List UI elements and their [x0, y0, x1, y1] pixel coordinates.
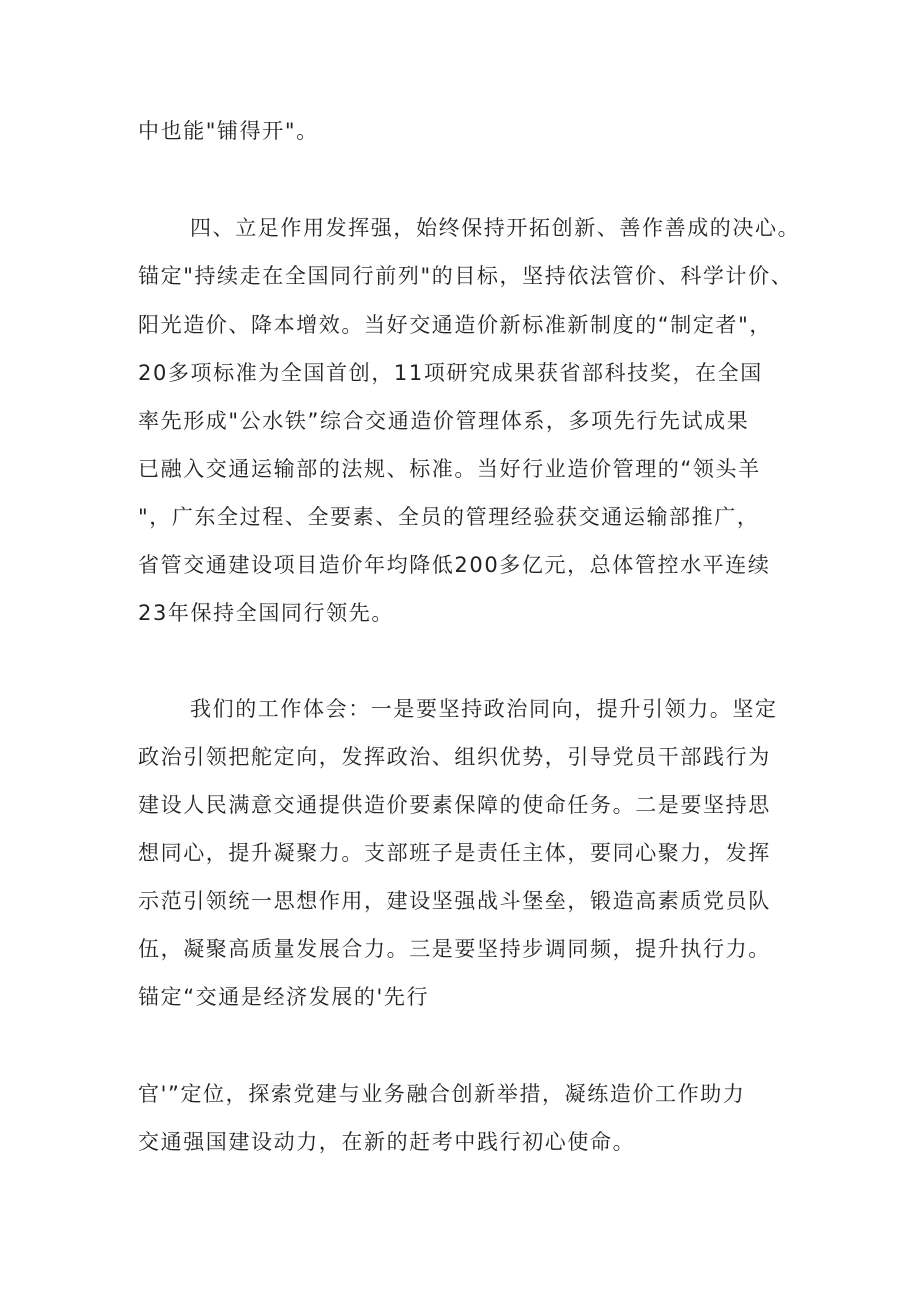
paragraph-line: 已融入交通运输部的法规、标准。当好行业造价管理的“领头羊 — [138, 457, 761, 481]
paragraph-line: 建设人民满意交通提供造价要素保障的使命任务。二是要坚持思 — [138, 793, 771, 817]
paragraph-line: 省管交通建设项目造价年均降低200多亿元，总体管控水平连续 — [138, 553, 771, 577]
paragraph-line: 中也能"铺得开"。 — [138, 119, 319, 143]
paragraph-line: 23年保持全国同行领先。 — [138, 601, 394, 625]
paragraph-line: 官'”定位，探索党建与业务融合创新举措，凝练造价工作助力 — [138, 1082, 746, 1106]
paragraph-line: 20多项标准为全国首创，11项研究成果获省部科技奖，在全国 — [138, 361, 763, 385]
paragraph-line: 我们的工作体会：一是要坚持政治同向，提升引领力。坚定 — [190, 697, 778, 721]
paragraph-line: 锚定"持续走在全国同行前列"的目标，坚持依法管价、科学计价、 — [138, 264, 794, 288]
paragraph-line: 想同心，提升凝聚力。支部班子是责任主体，要同心聚力，发挥 — [138, 841, 771, 865]
paragraph-line: 阳光造价、降本增效。当好交通造价新标准新制度的“制定者"， — [138, 313, 772, 337]
paragraph-line: "，广东全过程、全要素、全员的管理经验获交通运输部推广， — [138, 505, 760, 529]
paragraph-line: 交通强国建设动力，在新的赶考中践行初心使命。 — [138, 1130, 636, 1154]
paragraph-line: 率先形成"公水铁”综合交通造价管理体系，多项先行先试成果 — [138, 409, 750, 433]
paragraph-line: 示范引领统一思想作用，建设坚强战斗堡垒，锻造高素质党员队 — [138, 889, 771, 913]
paragraph-line: 四、立足作用发挥强，始终保持开拓创新、善作善成的决心。 — [190, 216, 801, 240]
paragraph-line: 政治引领把舵定向，发挥政治、组织优势，引导党员干部践行为 — [138, 745, 771, 769]
paragraph-line: 伍，凝聚高质量发展合力。三是要坚持步调同频，提升执行力。 — [138, 937, 771, 961]
paragraph-line: 锚定“交通是经济发展的'先行 — [138, 985, 430, 1009]
